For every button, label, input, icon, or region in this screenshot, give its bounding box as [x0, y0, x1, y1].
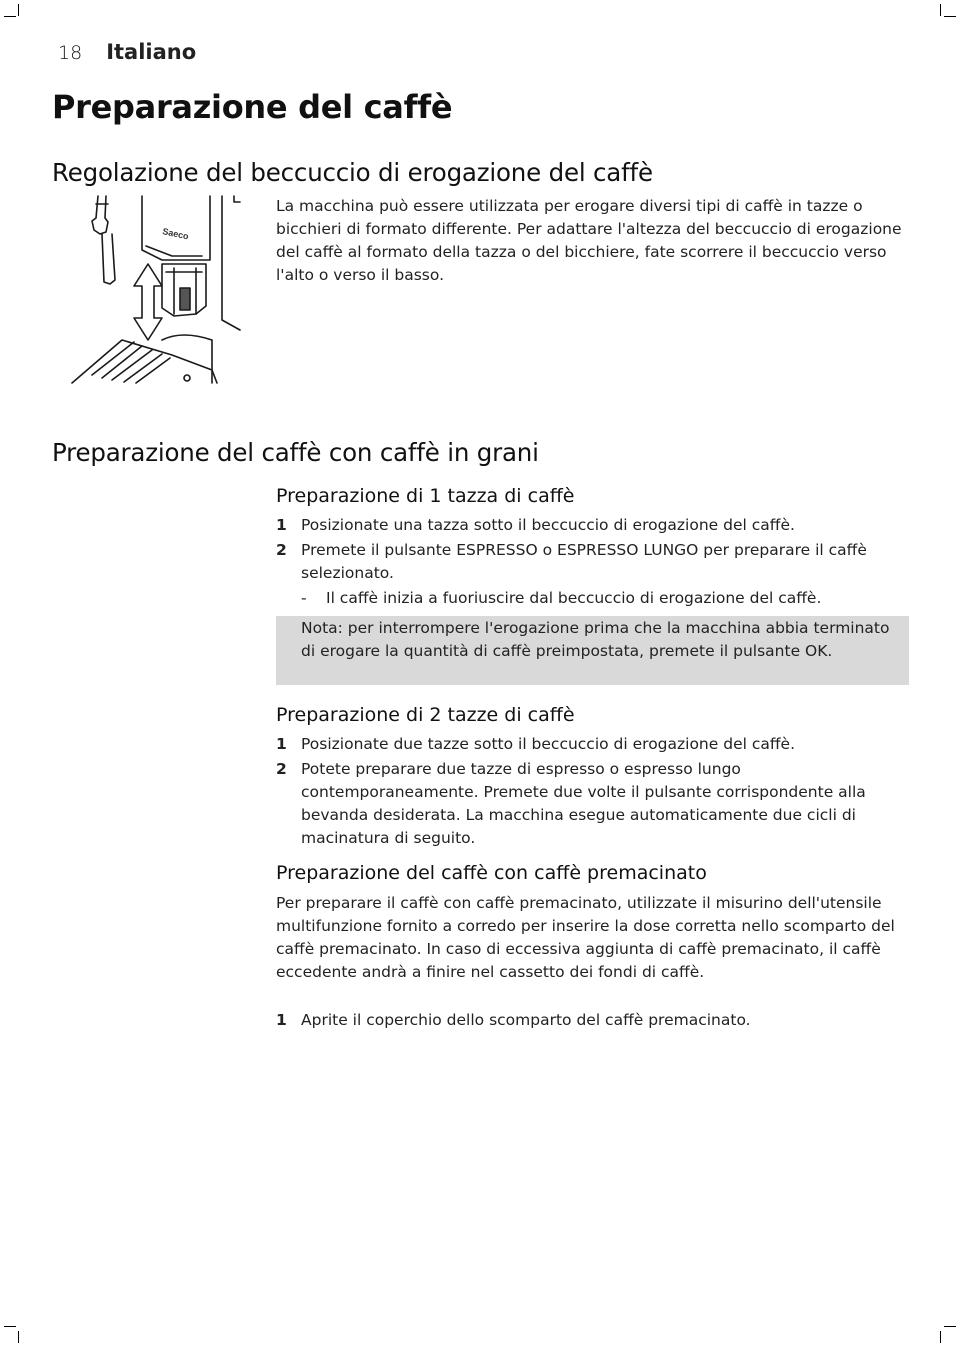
note-text: Nota: per interrompere l'erogazione prima che la macchina abbia terminato di erogare la quantità di caffè preimpostata, premete il pulsante OK. [301, 619, 890, 660]
page-number: 18 [58, 42, 83, 64]
step-number: 1 [276, 735, 287, 753]
step-number: 1 [276, 1011, 287, 1029]
step-text: Posizionate due tazze sotto il beccuccio di erogazione del caffè. [301, 735, 795, 753]
result-dash: - [301, 589, 307, 607]
step-text: Aprite il coperchio dello scomparto del caffè premacinato. [301, 1011, 751, 1029]
result-text: Il caffè inizia a fuoriuscire dal beccuccio di erogazione del caffè. [326, 589, 822, 607]
saeco-logo-text: Saeco [161, 226, 190, 242]
coffee-spout-illustration [62, 190, 247, 390]
one-cup-step-1 [276, 514, 910, 537]
page-title: Preparazione del caffè [52, 88, 453, 126]
step-number: 1 [276, 516, 287, 534]
crop-mark-bottom-left-v [18, 1331, 19, 1343]
crop-mark-top-right-h [944, 16, 956, 17]
step-number: 2 [276, 541, 287, 559]
preground-paragraph [276, 892, 910, 984]
step-text: Posizionate una tazza sotto il beccuccio di erogazione del caffè. [301, 516, 795, 534]
preground-step-1 [276, 1009, 910, 1032]
spout-paragraph-text: La macchina può essere utilizzata per erogare diversi tipi di caffè in tazze o bicchieri di formato differente. Per adattare l'altezza del beccuccio di erogazione del caffè al formato della tazza o del bicchiere, fate scorrere il beccuccio verso l'alto o verso il basso. [276, 197, 902, 284]
crop-mark-bottom-right-v [940, 1331, 941, 1343]
two-cups-step-2 [276, 758, 910, 850]
one-cup-step-2 [276, 539, 910, 585]
spout-paragraph [276, 195, 910, 287]
crop-mark-top-right-v [940, 4, 941, 16]
one-cup-result [301, 587, 901, 610]
note-box [276, 616, 909, 685]
page-header [58, 40, 196, 64]
coffee-machine-spout-icon [62, 190, 247, 386]
language-label: Italiano [106, 40, 197, 64]
crop-mark-bottom-left-h [4, 1326, 16, 1327]
section-heading-spout: Regolazione del beccuccio di erogazione del caffè [52, 158, 653, 187]
step-text: Potete preparare due tazze di espresso o espresso lungo contemporaneamente. Premete due volte il pulsante corrispondente alla bevanda desiderata. La macchina esegue automaticamente due cicli di macinatura di seguito. [301, 760, 866, 847]
subheading-preground: Preparazione del caffè con caffè premacinato [276, 862, 707, 884]
preground-paragraph-text: Per preparare il caffè con caffè premacinato, utilizzate il misurino dell'utensile multifunzione fornito a corredo per inserire la dose corretta nello scomparto del caffè premacinato. In caso di eccessiva aggiunta di caffè premacinato, il caffè eccedente andrà a finire nel cassetto dei fondi di caffè. [276, 894, 895, 981]
crop-mark-bottom-right-h [944, 1326, 956, 1327]
two-cups-step-1 [276, 733, 910, 756]
subheading-two-cups: Preparazione di 2 tazze di caffè [276, 704, 575, 726]
step-text: Premete il pulsante ESPRESSO o ESPRESSO LUNGO per preparare il caffè selezionato. [301, 541, 867, 582]
subheading-one-cup: Preparazione di 1 tazza di caffè [276, 485, 575, 507]
step-number: 2 [276, 760, 287, 778]
crop-mark-top-left-v [18, 4, 19, 16]
section-heading-beans: Preparazione del caffè con caffè in grani [52, 438, 539, 467]
crop-mark-top-left-h [4, 16, 16, 17]
